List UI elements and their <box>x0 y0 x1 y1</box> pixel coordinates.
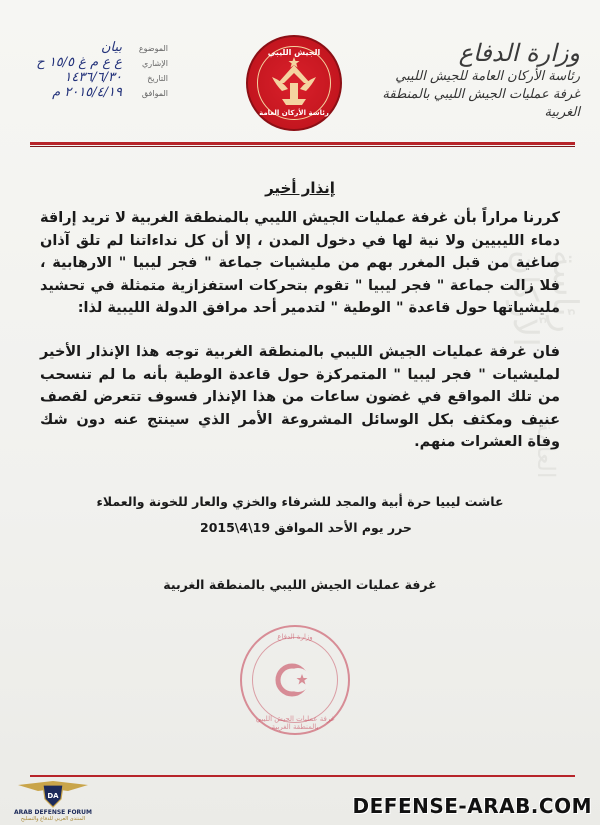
letter-signer: غرفة عمليات الجيش الليبي بالمنطقة الغربية <box>163 577 437 592</box>
footer-divider <box>30 775 575 777</box>
letter-salutation: عاشت ليبيا حرة أبية والمجد للشرفاء والخزي والعار للخونة والعملاء <box>96 494 504 509</box>
svg-text:DA: DA <box>47 792 59 800</box>
meta-date-hijri: التاريخ ١٤٣٦/٦/٣٠ <box>64 70 168 85</box>
header-divider-thin <box>30 146 575 147</box>
background-watermark-text-2: العامة <box>532 420 560 479</box>
site-watermark-brand: DEFENSE-ARAB.COM <box>352 794 592 818</box>
letterhead-line-2: غرفة عمليات الجيش الليبي بالمنطقة الغربية <box>382 87 580 120</box>
header-divider <box>30 142 575 145</box>
letter-paragraph-2: فان غرفة عمليات الجيش الليبي بالمنطقة الغربية توجه هذا الإنذار الأخير لمليشيات " فجر ليبيا " المتمركزة حول قاعدة الوطية بأنه ما لم تنسحب من تلك المواقع في غضون ساعات من هذا الإنذار فسوف تتعرض لقصف عنيف ومكثف بكل الوسائل المشروعة الأمر الذي سينتج عنه دون شك وفاة العشرات منهم. <box>40 344 560 450</box>
letter-title: إنذار أخير <box>265 179 335 197</box>
meta-subject: الموضوع بيان <box>100 40 168 55</box>
ministry-name: وزارة الدفاع <box>458 39 580 67</box>
letter-paragraph-1: كررنا مراراً بأن غرفة عمليات الجيش الليبي بالمنطقة الغربية لا تريد إراقة دماء الليبيين ولا نية لها في دخول المدن ، إلا أن كل نداءاتنا لم تلق آذان صاغية من قبل المغرر بهم من مليشيات جماعة " فجر ليبيا " الارهابية ، فلا زالت جماعة " فجر ليبيا " تقوم بتحركات استفزازية متمثلة في تحشيد مليشياتها حول قاعدة " الوطية " لتدمير أحد مرافق الدولة الليبية لذا: <box>40 210 560 316</box>
winged-shield-icon <box>8 775 98 809</box>
meta-date-gregorian: الموافق ٢٠١٥/٤/١٩ م <box>52 85 168 100</box>
letter-date-line: حرر يوم الأحد الموافق 19\4\2015 <box>200 520 412 535</box>
forum-logo: DA ARAB DEFENSE FORUM المنتدى العربي للدفاع والتسليح <box>8 775 98 823</box>
official-stamp: وزارة الدفاع غرفة عمليات الجيش الليبي بالمنطقة الغربية <box>240 625 350 735</box>
letter-meta <box>8 40 168 100</box>
meta-reference: الإشاري ع ع م غ ١٥/٥ ح <box>36 55 168 70</box>
letterhead-right <box>350 38 580 122</box>
army-emblem-logo: الجيش الليبي رئاسة الأركان العامة <box>246 35 342 131</box>
letterhead-line-1: رئاسة الأركان العامة للجيش الليبي <box>395 69 580 84</box>
background-watermark-text: رئاسة الأركان <box>505 250 585 347</box>
